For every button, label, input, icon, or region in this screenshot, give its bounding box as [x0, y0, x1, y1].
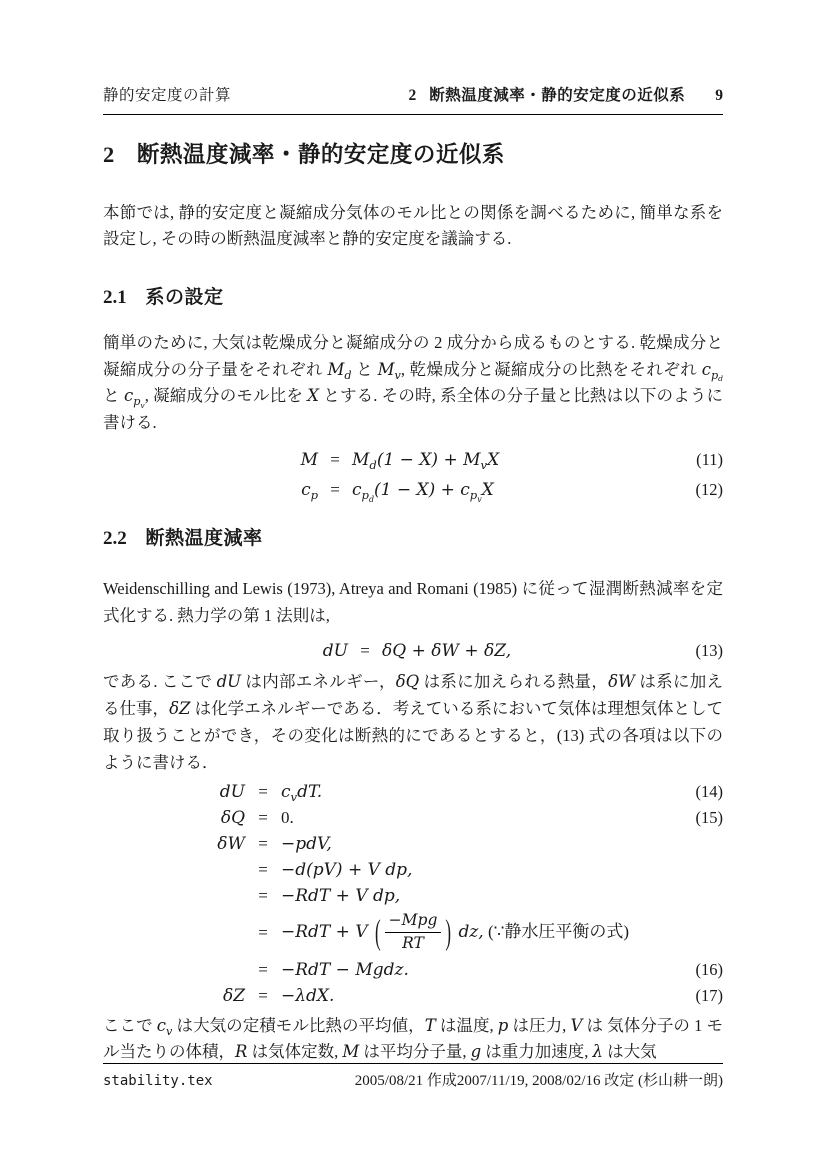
- equals-sign: =: [330, 480, 340, 499]
- equation-row-14: [103, 779, 723, 805]
- equation-lhs: δQ: [220, 808, 245, 828]
- equation-rhs: $c_{p_d}(1 - X) + c_{p_v}X$: [352, 480, 494, 504]
- header-section-number: 2: [408, 87, 417, 104]
- equation-rhs: −RdT − Mgdz.: [281, 960, 409, 980]
- equation-row-16: [103, 957, 723, 983]
- equation-rhs: δQ + δW + δZ,: [382, 641, 512, 661]
- header-page-number: 9: [715, 87, 723, 104]
- equation-rhs: 0.: [281, 808, 294, 827]
- equation-rhs: $c_vdT$.: [281, 782, 323, 805]
- equation-rhs: −pdV,: [281, 834, 332, 854]
- page-body: [103, 0, 723, 1065]
- page-footer: [103, 1063, 723, 1091]
- equals-sign: =: [258, 860, 268, 879]
- equation-rhs: −d(pV) + V dp,: [281, 860, 413, 880]
- equals-sign: =: [330, 450, 340, 469]
- equation-lhs: M: [300, 450, 318, 470]
- equation-number: (16): [695, 960, 723, 979]
- section-title: 断熱温度減率・静的安定度の近似系: [136, 142, 505, 167]
- equation-number: (12): [695, 480, 723, 499]
- paragraph-lapse-rate-intro: Weidenschilling and Lewis (1973), Atreya and Romani (1985) に従って湿潤断熱減率を定式化する. 熱力学の第 1 法則は,: [103, 579, 723, 625]
- equals-sign: =: [258, 923, 268, 942]
- equals-sign: =: [258, 886, 268, 905]
- section-heading: [103, 139, 723, 170]
- paragraph-symbol-definitions: ここで $c_v$ は大気の定積モル比熱の平均値，T は温度, p は圧力, V は 気体分子の 1 モル当たりの体積，R は気体定数, M は平均分子量, g は重力加速度, λ は大気: [103, 1016, 724, 1061]
- equation-rhs: −RdT + V ( $\frac{\text{−Mpg}}{RT}$ ) dz, (∵静水圧平衡の式): [281, 911, 630, 952]
- equation-row-11: [103, 445, 723, 475]
- subsection-heading-2-2: [103, 527, 723, 551]
- equation-row-work-2: [103, 857, 723, 883]
- equation-rhs: −λdX.: [281, 986, 335, 1006]
- subsection-number: 2.1: [103, 287, 127, 308]
- equation-row-work-3: [103, 883, 723, 909]
- footer-filename: stability.tex: [103, 1073, 213, 1089]
- paragraph-system-setup: 簡単のために, 大気は乾燥成分と凝縮成分の 2 成分から成るものとする. 乾燥成分と凝縮成分の分子量をそれぞれ $M_d$ と $M_v$, 乾燥成分と凝縮成分の比熱をそれぞれ $c_{p_d}$ と $c_{p_v}$, 凝縮成分のモル比を X とする. その時, 系全体の分子量と比熱は以下のように書ける.: [103, 333, 724, 432]
- equation-number: (17): [695, 986, 723, 1005]
- equation-lhs: dU: [322, 641, 348, 661]
- equation-number: (14): [695, 782, 723, 801]
- equation-row-15: [103, 805, 723, 831]
- equals-sign: =: [258, 960, 268, 979]
- equation-row-12: [103, 475, 723, 505]
- equation-number: (15): [695, 808, 723, 827]
- equation-rhs: −RdT + V dp,: [281, 886, 401, 906]
- equals-sign: =: [258, 782, 268, 801]
- header-document-title: 静的安定度の計算: [103, 87, 232, 104]
- equals-sign: =: [258, 986, 268, 1005]
- equation-rhs: $M_d(1 - X) + M_vX$: [352, 450, 500, 473]
- equals-sign: =: [258, 834, 268, 853]
- footer-revision-dates: 2005/08/21 作成2007/11/19, 2008/02/16 改定 (杉山耕一朗): [354, 1073, 723, 1089]
- equation-number: (13): [695, 641, 723, 660]
- equation-block-first-law: [103, 637, 723, 665]
- equals-sign: =: [258, 808, 268, 827]
- equation-row-17: [103, 983, 723, 1009]
- equation-block-term-expansion: [103, 779, 723, 1009]
- equation-lhs: $c_p$: [301, 480, 318, 503]
- equation-lhs: δZ: [222, 986, 245, 1006]
- section-number: 2: [103, 142, 115, 167]
- equation-lhs: dU: [219, 782, 245, 802]
- equation-block-molar-mass-heat: [103, 445, 723, 505]
- paragraph-section-intro: 本節では, 静的安定度と凝縮成分気体のモル比との関係を調べるために, 簡単な系を設定し, その時の断熱温度減率と静的安定度を議論する.: [103, 203, 723, 248]
- equation-number: (11): [696, 450, 723, 469]
- subsection-heading-2-1: [103, 286, 723, 310]
- equals-sign: =: [360, 641, 370, 660]
- subsection-title: 断熱温度減率: [145, 528, 263, 549]
- equation-row-13: [103, 637, 723, 665]
- subsection-title: 系の設定: [145, 287, 224, 308]
- equation-row-work-1: [103, 831, 723, 857]
- header-section-title: 断熱温度減率・静的安定度の近似系: [429, 87, 686, 104]
- equation-row-work-hydrostatic: [103, 909, 723, 957]
- equation-lhs: δW: [217, 834, 245, 854]
- paragraph-first-law-description: である. ここで dU は内部エネルギー，δQ は系に加えられる熱量，δW は系に加える仕事，δZ は化学エネルギーである．考えている系において気体は理想気体として取り扱うことができ，その変化は断熱的にであるとすると，(13) 式の各項は以下のように書ける．: [103, 672, 724, 772]
- subsection-number: 2.2: [103, 528, 127, 549]
